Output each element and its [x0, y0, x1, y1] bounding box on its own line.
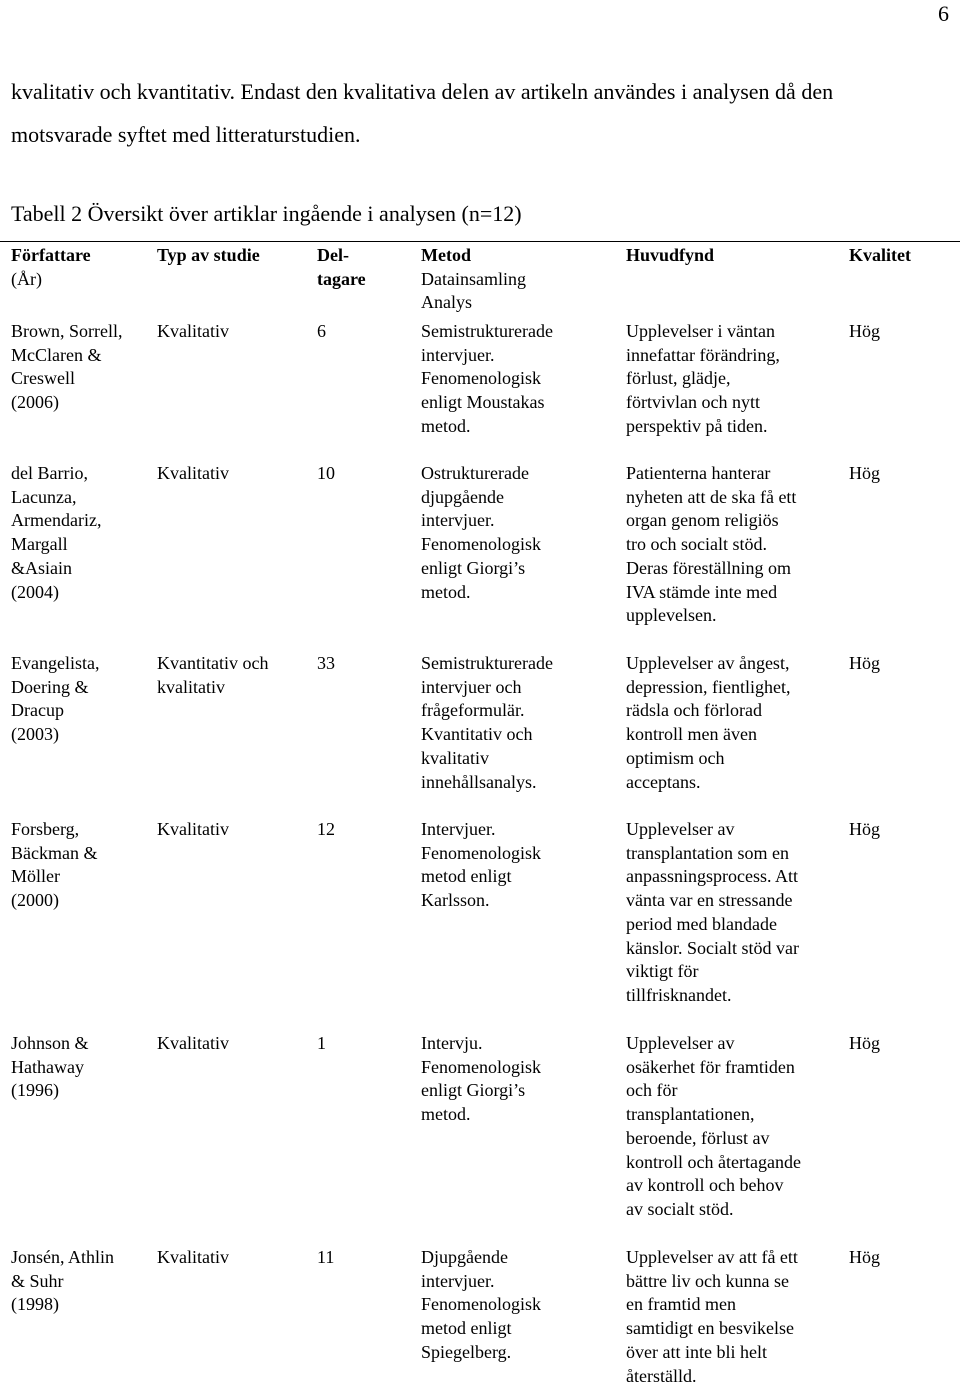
cell-findings-line: transplantationen,: [626, 1104, 755, 1125]
cell-author-line: McClaren &: [11, 344, 102, 365]
cell-quality: Hög: [849, 1247, 880, 1267]
table-row: [0, 818, 960, 1032]
cell-findings-line: tro och socialt stöd.: [626, 534, 767, 555]
cell-findings: [626, 1246, 849, 1388]
header-participants: [317, 244, 421, 320]
cell-author-line: Jonsén, Athlin: [11, 1247, 115, 1267]
table-caption: Tabell 2 Översikt över artiklar ingående i analysen (n=12): [11, 201, 522, 226]
cell-author-line: &Asiain: [11, 557, 72, 578]
cell-findings-line: perspektiv på tiden.: [626, 415, 768, 436]
cell-quality: Hög: [849, 1033, 880, 1053]
cell-method-line: djupgående: [421, 486, 504, 507]
cell-method-line: intervjuer.: [421, 510, 495, 531]
cell-method-line: metod enligt: [421, 866, 512, 887]
cell-study-type: [157, 818, 317, 1032]
cell-author: [0, 652, 157, 818]
cell-study-type: [157, 1032, 317, 1246]
cell-method-line: Fenomenologisk: [421, 368, 541, 389]
cell-study-type: [157, 462, 317, 652]
cell-author-line: Hathaway: [11, 1056, 84, 1077]
cell-method-line: Intervjuer.: [421, 819, 496, 839]
cell-findings-line: transplantation som en: [626, 842, 789, 863]
cell-findings: [626, 320, 849, 462]
cell-author-line: Lacunza,: [11, 486, 77, 507]
cell-method-line: metod.: [421, 1104, 471, 1125]
article-overview-table: [0, 244, 960, 1388]
cell-findings-line: Upplevelser av ångest,: [626, 653, 790, 673]
cell-author-line: (2000): [11, 890, 59, 911]
cell-findings-line: kontroll och återtagande: [626, 1151, 801, 1172]
cell-findings-line: tillfrisknandet.: [626, 984, 732, 1005]
cell-findings-line: acceptans.: [626, 771, 701, 792]
cell-method-line: Karlsson.: [421, 890, 490, 911]
cell-participants: 1: [317, 1033, 326, 1053]
cell-findings: [626, 652, 849, 818]
cell-method-line: intervjuer.: [421, 1270, 495, 1291]
cell-author-line: (1996): [11, 1080, 59, 1101]
cell-study-type: [157, 1246, 317, 1388]
cell-method-line: intervjuer.: [421, 344, 495, 365]
cell-method-line: Fenomenologisk: [421, 1294, 541, 1315]
table-row: [0, 1246, 960, 1388]
header-author: [0, 244, 157, 320]
cell-method-line: frågeformulär.: [421, 700, 525, 721]
cell-findings-line: av socialt stöd.: [626, 1198, 734, 1219]
cell-findings-line: Upplevelser i väntan: [626, 321, 775, 341]
cell-findings-line: Upplevelser av: [626, 1033, 735, 1053]
cell-findings-line: beroende, förlust av: [626, 1127, 770, 1148]
cell-method-line: Semistrukturerade: [421, 653, 553, 673]
cell-author-line: Evangelista,: [11, 653, 100, 673]
cell-findings-line: viktigt för: [626, 961, 699, 982]
cell-quality: Hög: [849, 321, 880, 341]
cell-author-line: (1998): [11, 1294, 59, 1315]
cell-author-line: Brown, Sorrell,: [11, 321, 123, 341]
cell-findings-line: känslor. Socialt stöd var: [626, 937, 799, 958]
cell-author-line: (2006): [11, 392, 59, 413]
cell-method-line: enligt Moustakas: [421, 392, 545, 413]
cell-author-line: Armendariz,: [11, 510, 102, 531]
cell-findings-line: upplevelsen.: [626, 605, 717, 626]
cell-findings-line: Deras föreställning om: [626, 557, 791, 578]
table-header-row: [0, 244, 960, 320]
cell-findings-line: vänta var en stressande: [626, 890, 793, 911]
cell-author-line: del Barrio,: [11, 463, 88, 483]
cell-participants: 11: [317, 1247, 335, 1267]
header-author-line: (År): [11, 268, 42, 289]
cell-findings-line: av kontroll och behov: [626, 1175, 784, 1196]
cell-findings-line: en framtid men: [626, 1294, 736, 1315]
cell-method: [421, 652, 626, 818]
cell-method-line: intervjuer och: [421, 676, 522, 697]
cell-author-line: Dracup: [11, 700, 64, 721]
cell-findings-line: förtvivlan och nytt: [626, 392, 760, 413]
cell-method: [421, 462, 626, 652]
cell-findings-line: samtidigt en besvikelse: [626, 1318, 794, 1339]
cell-author-line: Möller: [11, 866, 60, 887]
intro-line: kvalitativ och kvantitativ. Endast den kvalitativa delen av artikeln användes i analysen då den: [11, 79, 834, 104]
cell-findings-line: rädsla och förlorad: [626, 700, 762, 721]
table-top-rule: [0, 241, 960, 242]
intro-paragraph: [11, 70, 951, 156]
cell-participants: 12: [317, 819, 335, 839]
cell-method-line: Ostrukturerade: [421, 463, 529, 483]
header-method-line: Metod: [421, 245, 471, 265]
cell-author-line: Creswell: [11, 368, 75, 389]
cell-findings-line: nyheten att de ska få ett: [626, 486, 797, 507]
cell-findings-line: förlust, glädje,: [626, 368, 731, 389]
cell-author: [0, 1246, 157, 1388]
cell-author-line: & Suhr: [11, 1270, 64, 1291]
intro-line: motsvarade syftet med litteraturstudien.: [11, 122, 361, 147]
table-row: [0, 1032, 960, 1246]
cell-author: [0, 320, 157, 462]
cell-quality: Hög: [849, 463, 880, 483]
cell-study-type: [157, 320, 317, 462]
page-number: 6: [938, 1, 949, 26]
cell-findings-line: Upplevelser av: [626, 819, 735, 839]
cell-study-type: [157, 652, 317, 818]
cell-author: [0, 818, 157, 1032]
cell-study-type-line: Kvalitativ: [157, 1033, 229, 1053]
cell-study-type-line: Kvalitativ: [157, 819, 229, 839]
cell-method: [421, 818, 626, 1032]
cell-author-line: (2003): [11, 724, 59, 745]
table-row: [0, 652, 960, 818]
cell-method-line: enligt Giorgi’s: [421, 1080, 526, 1101]
header-quality: [849, 244, 960, 320]
header-type: [157, 244, 317, 320]
cell-method-line: Djupgående: [421, 1247, 508, 1267]
cell-findings: [626, 818, 849, 1032]
cell-findings-line: optimism och: [626, 747, 725, 768]
cell-method-line: metod enligt: [421, 1318, 512, 1339]
cell-quality: Hög: [849, 653, 880, 673]
cell-method: [421, 320, 626, 462]
cell-author-line: (2004): [11, 581, 59, 602]
cell-method-line: Spiegelberg.: [421, 1341, 512, 1362]
header-findings: [626, 244, 849, 320]
cell-author-line: Forsberg,: [11, 819, 80, 839]
cell-study-type-line: Kvalitativ: [157, 321, 229, 341]
cell-study-type-line: kvalitativ: [157, 676, 225, 697]
header-quality-label: Kvalitet: [849, 245, 911, 265]
cell-author-line: Bäckman &: [11, 842, 98, 863]
header-method: [421, 244, 626, 320]
cell-method-line: metod.: [421, 581, 471, 602]
cell-findings-line: innefattar förändring,: [626, 344, 780, 365]
cell-study-type-line: Kvalitativ: [157, 1247, 229, 1267]
cell-author: [0, 1032, 157, 1246]
cell-method-line: Kvantitativ och: [421, 724, 533, 745]
header-participants-line: tagare: [317, 268, 366, 289]
cell-participants: 33: [317, 653, 335, 673]
cell-findings-line: kontroll men även: [626, 724, 757, 745]
cell-findings-line: Patienterna hanterar: [626, 463, 771, 483]
cell-findings-line: Upplevelser av att få ett: [626, 1247, 798, 1267]
cell-participants: 6: [317, 321, 326, 341]
cell-findings-line: anpassningsprocess. Att: [626, 866, 798, 887]
cell-findings: [626, 462, 849, 652]
header-findings-label: Huvudfynd: [626, 245, 715, 265]
cell-method-line: Fenomenologisk: [421, 1056, 541, 1077]
table-row: [0, 462, 960, 652]
cell-findings-line: period med blandade: [626, 913, 777, 934]
cell-findings-line: och för: [626, 1080, 678, 1101]
cell-method-line: Fenomenologisk: [421, 534, 541, 555]
cell-author-line: Johnson &: [11, 1033, 89, 1053]
cell-method: [421, 1032, 626, 1246]
cell-findings: [626, 1032, 849, 1246]
cell-participants: 10: [317, 463, 335, 483]
cell-method-line: Semistrukturerade: [421, 321, 553, 341]
table-row: [0, 320, 960, 462]
cell-study-type-line: Kvalitativ: [157, 463, 229, 483]
cell-findings-line: bättre liv och kunna se: [626, 1270, 789, 1291]
cell-method-line: Fenomenologisk: [421, 842, 541, 863]
cell-method-line: metod.: [421, 415, 471, 436]
header-type-label: Typ av studie: [157, 245, 260, 265]
cell-findings-line: IVA stämde inte med: [626, 581, 778, 602]
header-author-line: Författare: [11, 245, 91, 265]
cell-method-line: Intervju.: [421, 1033, 483, 1053]
cell-study-type-line: Kvantitativ och: [157, 653, 269, 673]
cell-findings-line: organ genom religiös: [626, 510, 779, 531]
header-method-line: Analys: [421, 292, 472, 313]
header-participants-line: Del-: [317, 245, 349, 265]
cell-method-line: kvalitativ: [421, 747, 489, 768]
cell-quality: Hög: [849, 819, 880, 839]
cell-findings-line: över att inte bli helt: [626, 1341, 767, 1362]
cell-method: [421, 1246, 626, 1388]
cell-method-line: innehållsanalys.: [421, 771, 537, 792]
cell-findings-line: återställd.: [626, 1365, 697, 1386]
header-method-line: Datainsamling: [421, 268, 526, 289]
cell-method-line: enligt Giorgi’s: [421, 557, 526, 578]
cell-author: [0, 462, 157, 652]
cell-findings-line: depression, fientlighet,: [626, 676, 791, 697]
cell-author-line: Doering &: [11, 676, 89, 697]
table-body: [0, 320, 960, 1388]
cell-findings-line: osäkerhet för framtiden: [626, 1056, 795, 1077]
cell-author-line: Margall: [11, 534, 68, 555]
